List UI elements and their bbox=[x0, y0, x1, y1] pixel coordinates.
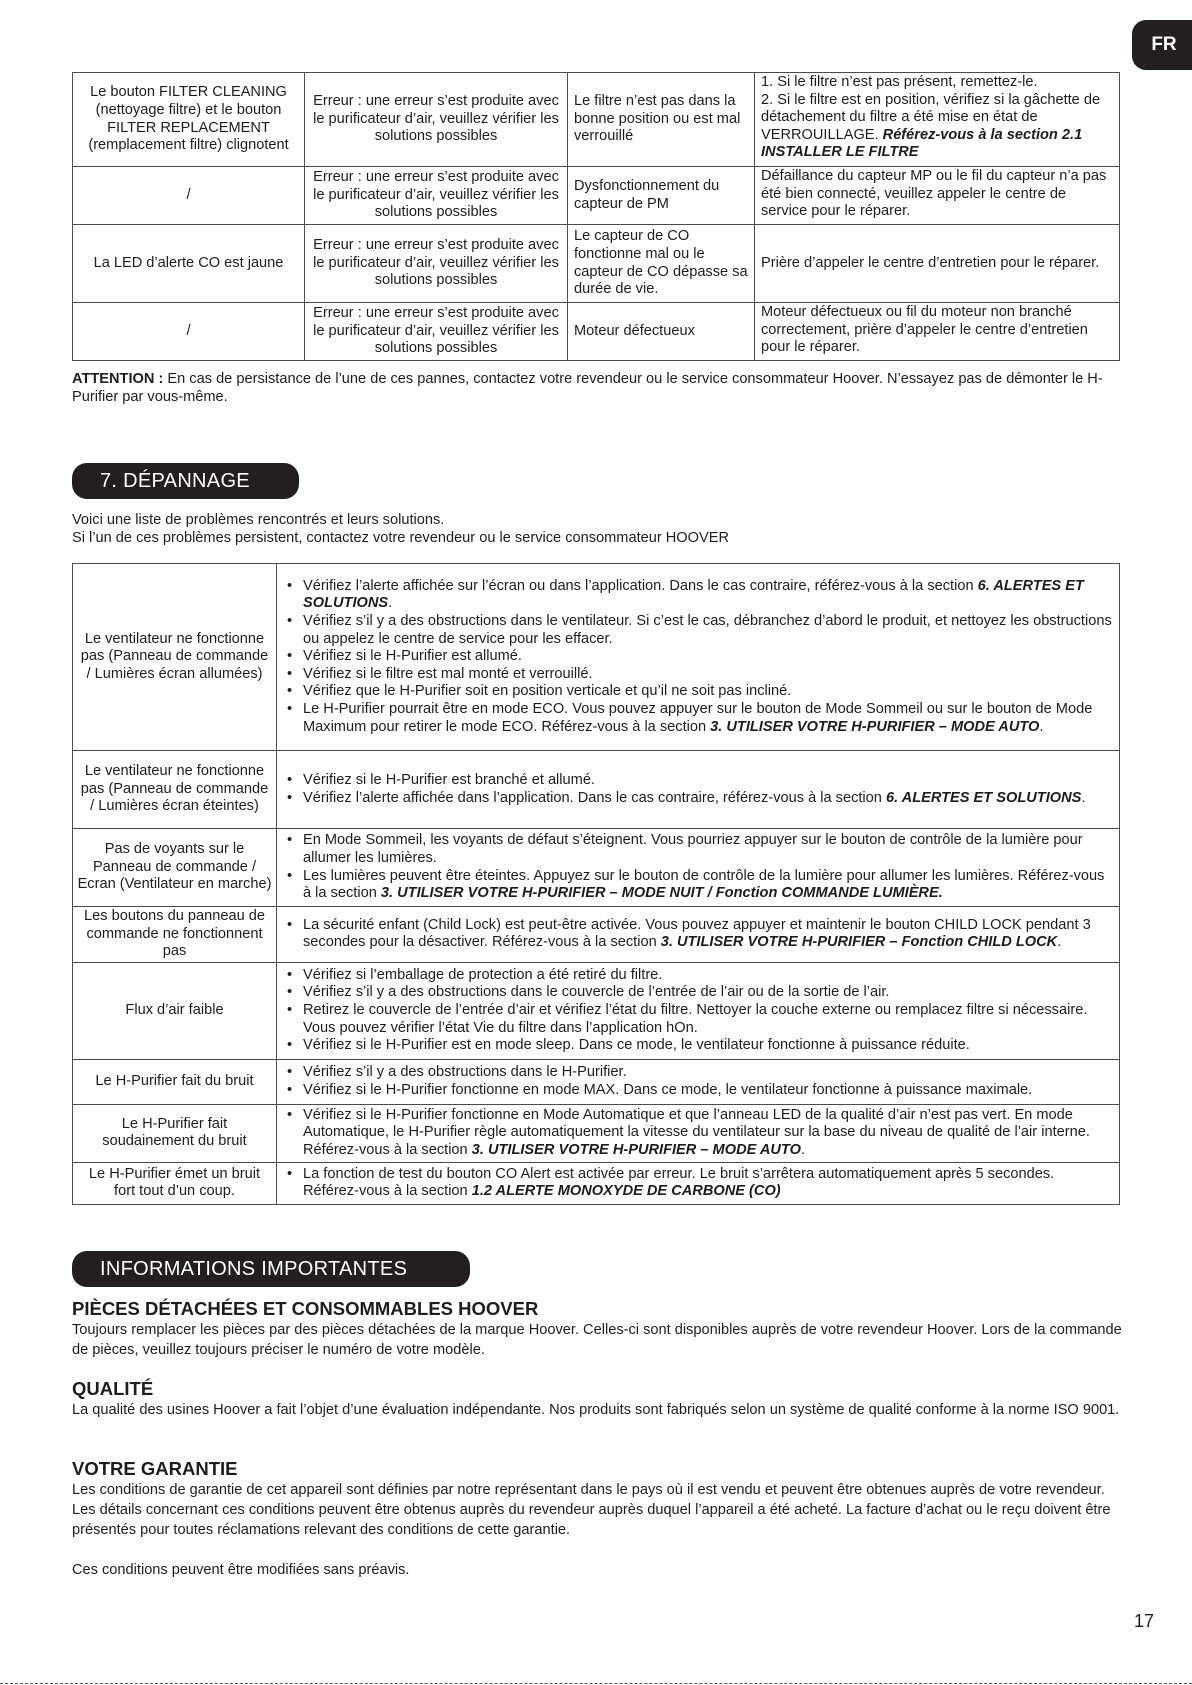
alert-solution: Défaillance du capteur MP ou le fil du capteur n’a pas été bien connecté, veuillez appeler le centre de service pour le réparer. bbox=[755, 167, 1120, 225]
solution-item bbox=[303, 1166, 1113, 1201]
section-title-info: INFORMATIONS IMPORTANTES bbox=[72, 1251, 470, 1287]
solution-cell bbox=[277, 1162, 1120, 1204]
troubleshooting-row bbox=[73, 1162, 1120, 1204]
solution-item bbox=[303, 790, 1113, 808]
solution-text: La sécurité enfant (Child Lock) est peut-être activée. Vous pouvez appuyer et maintenir le bouton CHILD LOCK pendant 3 secondes pour la désactiver. Référez-vous à la section bbox=[303, 916, 1091, 951]
solution-cell bbox=[277, 1104, 1120, 1162]
solution-cell bbox=[277, 1059, 1120, 1104]
alert-cause: Le filtre n’est pas dans la bonne position ou est mal verrouillé bbox=[568, 73, 755, 167]
alert-message: Erreur : une erreur s’est produite avec le purificateur d’air, veuillez vérifier les solutions possibles bbox=[305, 73, 568, 167]
alert-row bbox=[73, 303, 1120, 361]
section-reference: 3. UTILISER VOTRE H-PURIFIER – MODE AUTO bbox=[710, 718, 1040, 735]
solution-text-end: . bbox=[388, 595, 393, 612]
page-bottom-rule bbox=[0, 1683, 1192, 1684]
solution-item bbox=[303, 1002, 1113, 1037]
solution-text-end: . bbox=[1039, 718, 1044, 735]
problem-cell: Flux d’air faible bbox=[73, 962, 277, 1059]
intro-line: Voici une liste de problèmes rencontrés et leurs solutions. bbox=[72, 512, 445, 528]
language-tab: FR bbox=[1132, 20, 1192, 70]
alert-row bbox=[73, 167, 1120, 225]
troubleshooting-row bbox=[73, 962, 1120, 1059]
heading-garantie: VOTRE GARANTIE bbox=[72, 1458, 238, 1479]
solution-item bbox=[303, 832, 1113, 867]
solution-item bbox=[303, 701, 1113, 736]
problem-cell: Le H-Purifier fait soudainement du bruit bbox=[73, 1104, 277, 1162]
pieces-text: Toujours remplacer les pièces par des pièces détachées de la marque Hoover. Celles-ci sont disponibles auprès de votre revendeur Hoover. Lors de la commande de pièces, veuillez toujours préciser le numéro de votre modèle. bbox=[72, 1322, 1122, 1358]
alert-cause: Moteur défectueux bbox=[568, 303, 755, 361]
problem-cell: Pas de voyants sur le Panneau de commande / Ecran (Ventilateur en marche) bbox=[73, 829, 277, 907]
solution-list bbox=[283, 832, 1113, 902]
alert-indicator: / bbox=[73, 303, 305, 361]
solution-list bbox=[283, 967, 1113, 1055]
heading-pieces: PIÈCES DÉTACHÉES ET CONSOMMABLES HOOVER bbox=[72, 1298, 539, 1319]
troubleshooting-row bbox=[73, 907, 1120, 963]
troubleshooting-row bbox=[73, 1104, 1120, 1162]
solution-text: Vérifiez l’alerte affichée dans l’application. Dans le cas contraire, référez-vous à la section bbox=[303, 789, 886, 806]
page-number: 17 bbox=[1133, 1611, 1154, 1631]
section-reference: 3. UTILISER VOTRE H-PURIFIER – Fonction CHILD LOCK bbox=[660, 934, 1058, 951]
section-reference: 6. ALERTES ET SOLUTIONS bbox=[303, 577, 1084, 612]
alert-cause: Le capteur de CO fonctionne mal ou le capteur de CO dépasse sa durée de vie. bbox=[568, 225, 755, 303]
solution-item bbox=[303, 683, 1113, 701]
solution-cell bbox=[277, 907, 1120, 963]
solution-item bbox=[303, 1064, 1113, 1082]
solution-list bbox=[283, 1166, 1113, 1201]
qualite-text: La qualité des usines Hoover a fait l’objet d’une évaluation indépendante. Nos produits sont fabriqués selon un système de qualité conforme à la norme ISO 9001. bbox=[72, 1402, 1120, 1418]
solution-cell bbox=[277, 751, 1120, 829]
solution-item bbox=[303, 967, 1113, 985]
solution-list bbox=[283, 578, 1113, 736]
solution-text: Vérifiez si le H-Purifier fonctionne en mode MAX. Dans ce mode, le ventilateur fonctionne à puissance maximale. bbox=[303, 1081, 1033, 1098]
solution-item bbox=[303, 917, 1113, 952]
solution-text: Vérifiez si le filtre est mal monté et verrouillé. bbox=[303, 665, 593, 682]
troubleshooting-row bbox=[73, 829, 1120, 907]
solution-item bbox=[303, 984, 1113, 1002]
troubleshooting-row bbox=[73, 564, 1120, 751]
alert-solution-text: 1. Si le filtre n’est pas présent, remettez-le. 2. Si le filtre est en position, vérifiez si la gâchette de détachement du filtre a été mise en état de VERROUILLAGE. bbox=[761, 74, 1101, 143]
depannage-intro bbox=[72, 511, 1122, 547]
troubleshooting-row bbox=[73, 1059, 1120, 1104]
solution-item bbox=[303, 578, 1113, 613]
troubleshooting-table bbox=[72, 563, 1120, 1205]
solution-text: Les lumières peuvent être éteintes. Appuyez sur le bouton de contrôle de la lumière pour allumer les lumières. Référez-vous à la section bbox=[303, 867, 1105, 902]
solution-list bbox=[283, 917, 1113, 952]
conditions-text: Ces conditions peuvent être modifiées sans préavis. bbox=[72, 1562, 410, 1578]
solution-item bbox=[303, 1107, 1113, 1160]
problem-cell: Le ventilateur ne fonctionne pas (Panneau de commande / Lumières écran allumées) bbox=[73, 564, 277, 751]
section-title-depannage: 7. DÉPANNAGE bbox=[72, 463, 299, 499]
troubleshooting-row bbox=[73, 751, 1120, 829]
alert-row bbox=[73, 73, 1120, 167]
section-reference: 3. UTILISER VOTRE H-PURIFIER – MODE AUTO bbox=[471, 1142, 801, 1159]
solution-text-end: . bbox=[1081, 789, 1086, 806]
alert-message: Erreur : une erreur s’est produite avec le purificateur d’air, veuillez vérifier les solutions possibles bbox=[305, 167, 568, 225]
alert-indicator: Le bouton FILTER CLEANING (nettoyage filtre) et le bouton FILTER REPLACEMENT (remplacement filtre) clignotent bbox=[73, 73, 305, 167]
attention-text: En cas de persistance de l’une de ces pannes, contactez votre revendeur ou le service consommateur Hoover. N’essayez pas de démonter le H-Purifier par vous-même. bbox=[72, 371, 1103, 405]
alert-indicator: La LED d’alerte CO est jaune bbox=[73, 225, 305, 303]
alert-cause: Dysfonctionnement du capteur de PM bbox=[568, 167, 755, 225]
solution-item bbox=[303, 613, 1113, 648]
solution-text-end: . bbox=[1057, 934, 1062, 951]
attention-note bbox=[72, 370, 1122, 406]
solution-item bbox=[303, 772, 1113, 790]
alert-solution: Moteur défectueux ou fil du moteur non branché correctement, prière d’appeler le centre d’entretien pour le réparer. bbox=[755, 303, 1120, 361]
alert-solution bbox=[755, 73, 1120, 167]
alerts-table bbox=[72, 72, 1120, 361]
solution-item bbox=[303, 666, 1113, 684]
alert-message: Erreur : une erreur s’est produite avec le purificateur d’air, veuillez vérifier les solutions possibles bbox=[305, 303, 568, 361]
solution-item bbox=[303, 868, 1113, 903]
solution-text: Vérifiez s’il y a des obstructions dans le H-Purifier. bbox=[303, 1064, 627, 1081]
solution-text-end: . bbox=[800, 1142, 805, 1159]
solution-item bbox=[303, 648, 1113, 666]
garantie-text: Les conditions de garantie de cet appareil sont définies par notre représentant dans le pays où il est vendu et peuvent être obtenues auprès de votre revendeur. Les détails concernant ces conditions peuvent être obtenus auprès du revendeur auprès duquel l’appareil a été acheté. La facture d’achat ou le reçu doivent être présentés pour toutes réclamations relevant des conditions de cette garantie. bbox=[72, 1482, 1111, 1538]
solution-list bbox=[283, 1064, 1113, 1099]
solution-text: Le H-Purifier pourrait être en mode ECO. Vous pouvez appuyer sur le bouton de Mode Sommeil ou sur le bouton de Mode Maximum pour retirer le mode ECO. Référez-vous à la section bbox=[303, 700, 1093, 735]
alert-row bbox=[73, 225, 1120, 303]
solution-cell bbox=[277, 962, 1120, 1059]
alert-solution: Prière d’appeler le centre d’entretien pour le réparer. bbox=[755, 225, 1120, 303]
solution-text: La fonction de test du bouton CO Alert est activée par erreur. Le bruit s’arrêtera automatiquement après 5 secondes. Référez-vous à la section bbox=[303, 1165, 1055, 1200]
alert-solution-ref: Référez-vous à la section 2.1 INSTALLER LE FILTRE bbox=[761, 126, 1083, 161]
alert-indicator: / bbox=[73, 167, 305, 225]
solution-text: Vérifiez si le H-Purifier est en mode sleep. Dans ce mode, le ventilateur fonctionne à puissance réduite. bbox=[303, 1037, 970, 1054]
solution-text: Vérifiez l’alerte affichée sur l’écran ou dans l’application. Dans le cas contraire, référez-vous à la section bbox=[303, 577, 978, 594]
problem-cell: Le H-Purifier émet un bruit fort tout d’un coup. bbox=[73, 1162, 277, 1204]
solution-item bbox=[303, 1037, 1113, 1055]
attention-label: ATTENTION : bbox=[72, 371, 164, 387]
heading-qualite: QUALITÉ bbox=[72, 1378, 154, 1399]
solution-item bbox=[303, 1082, 1113, 1100]
problem-cell: Le ventilateur ne fonctionne pas (Panneau de commande / Lumières écran éteintes) bbox=[73, 751, 277, 829]
section-reference: 3. UTILISER VOTRE H-PURIFIER – MODE NUIT / Fonction COMMANDE LUMIÈRE. bbox=[380, 885, 943, 902]
solution-list bbox=[283, 772, 1113, 807]
solution-text: Vérifiez si le H-Purifier est allumé. bbox=[303, 648, 522, 665]
solution-text: Vérifiez si le H-Purifier fonctionne en Mode Automatique et que l’anneau LED de la qualité d’air n’est pas vert. En mode Automatique, le H-Purifier règle automatiquement la vitesse du ventilateur sur la base du niveau de qualité de l’air interne. Référez-vous à la section bbox=[303, 1106, 1090, 1159]
solution-text: Vérifiez s’il y a des obstructions dans le couvercle de l’entrée de l’air ou de la sortie de l’air. bbox=[303, 984, 890, 1001]
solution-text: Vérifiez si l’emballage de protection a été retiré du filtre. bbox=[303, 966, 663, 983]
solution-cell bbox=[277, 829, 1120, 907]
solution-text: Vérifiez que le H-Purifier soit en position verticale et qu’il ne soit pas incliné. bbox=[303, 683, 792, 700]
section-reference: 1.2 ALERTE MONOXYDE DE CARBONE (CO) bbox=[471, 1183, 781, 1200]
solution-text: En Mode Sommeil, les voyants de défaut s’éteignent. Vous pourriez appuyer sur le bouton de contrôle de la lumière pour allumer les lumières. bbox=[303, 832, 1083, 866]
solution-text: Vérifiez si le H-Purifier est branché et allumé. bbox=[303, 771, 595, 788]
problem-cell: Le H-Purifier fait du bruit bbox=[73, 1059, 277, 1104]
alert-message: Erreur : une erreur s’est produite avec le purificateur d’air, veuillez vérifier les solutions possibles bbox=[305, 225, 568, 303]
solution-text: Retirez le couvercle de l’entrée d’air et vérifiez l’état du filtre. Nettoyer la couche externe ou remplacez filtre si nécessaire. Vous pouvez vérifier l’état Vie du filtre dans l’application hOn. bbox=[303, 1001, 1088, 1036]
solution-text: Vérifiez s’il y a des obstructions dans le ventilateur. Si c’est le cas, débranchez d’abord le produit, et nettoyez les obstructions ou appelez le centre de service pour les effacer. bbox=[303, 613, 1112, 647]
solution-cell bbox=[277, 564, 1120, 751]
solution-list bbox=[283, 1107, 1113, 1160]
intro-line: Si l’un de ces problèmes persistent, contactez votre revendeur ou le service consommateur HOOVER bbox=[72, 530, 730, 546]
section-reference: 6. ALERTES ET SOLUTIONS bbox=[885, 789, 1082, 806]
problem-cell: Les boutons du panneau de commande ne fonctionnent pas bbox=[73, 907, 277, 963]
